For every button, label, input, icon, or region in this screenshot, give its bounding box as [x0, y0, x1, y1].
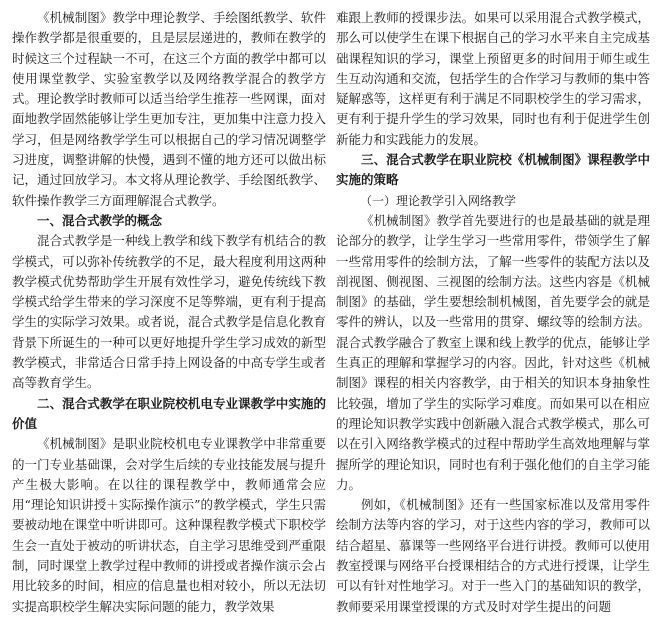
- section-1-paragraph: 混合式教学是一种线上教学和线下教学有机结合的教学模式，可以弥补传统教学的不足，最大程度利用这两种教学模式优势帮助学生开展有效性学习，避免传统线下教学模式给学生带来的学习深度不足等弊端，更有利于提高学生的实际学习效果。或者说，混合式教学是信息化教育背景下所诞生的一种可以更好地提升学生学习成效的新型教学模式，非常适合日常手持上网设备的中高专学生或者高等教育学生。: [12, 233, 326, 391]
- right-column: [336, 8, 650, 617]
- section-heading-2: 二、混合式教学在职业院校机电专业课教学中实施的价值: [12, 395, 326, 431]
- subsection-1-paragraph: 《机械制图》教学首先要进行的也是最基础的就是理论部分的教学，让学生学习一些常用零件，带领学生了解一些常用零件的绘制方法，了解一些零件的装配方法以及剖视图、侧视图、三视图的绘制方法。这些内容是《机械制图》的基础，学生要想绘制机械图，首先要学会的就是零件的辨认，以及一些常用的贯穿、螺纹等的绘制方法。混合式教学融合了教室上课和线上教学的优点，能够让学生真正的理解和掌握学习的内容。因此，针对这些《机械制图》课程的相关内容教学，由于相关的知识本身抽象性比较强，增加了学生的实际学习难度。而如果可以在相应的理论知识教学实践中创新融入混合式教学模式，那么可以在引入网络教学模式的过程中帮助学生高效地理解与掌握所学的理论知识，同时也有利于强化他们的自主学习能力。: [336, 212, 650, 492]
- subsection-heading-1: （一）理论教学引入网络教学: [360, 193, 517, 208]
- section-2-paragraph: 《机械制图》是职业院校机电专业课教学中非常重要的一门专业基础课，会对学生后续的专业技能发展与提升产生极大影响。在以往的课程教学中，教师通常会应用“理论知识讲授＋实际操作演示”的教学模式，学生只需要被动地在课堂中听讲即可。这种课程教学模式下职校学生会一直处于被动的听讲状态，自主学习思维受到严重限制，同时课堂上教学过程中教师的讲授或者操作演示会占用比较多的时间，相应的信息量也相对较小，所以无法切实提高职校学生解决实际问题的能力，教学效果: [12, 436, 326, 614]
- subsection-1-example-paragraph: 例如，《机械制图》还有一些国家标准以及常用零件绘制方法等内容的学习，对于这些内容的学习，教师可以结合超星、慕课等一些网络平台进行讲授。教师可以使用教室授课与网络平台授课相结合的方式进行授课，让学生可以有针对性地学习。对于一些入门的基础知识的教学，教师要采用课堂授课的方式及时对学生提出的问题: [336, 497, 650, 614]
- section-heading-1: 一、混合式教学的概念: [37, 212, 163, 228]
- intro-paragraph: 《机械制图》教学中理论教学、手绘图纸教学、软件操作教学都是很重要的，且是层层递进的，教师在教学的时候这三个过程缺一不可，在这三个方面的教学中都可以使用课堂教学、实验室教学以及网络教学混合的教学方式。理论教学时教师可以适当给学生推荐一些网课，面对面地教学固然能够让学生更加专注，更加集中注意力投入学习，但是网络教学学生可以根据自己的学习情况调整学习进度，调整讲解的快慢，遇到不懂的地方还可以做出标记，通过回放学习。本文将从理论教学、手绘图纸教学、软件操作教学三方面理解混合式教学。: [12, 10, 326, 208]
- section-2-paragraph-continued: 难跟上教师的授课步法。如果可以采用混合式教学模式，那么可以使学生在课下根据自己的学习水平来自主完成基础课程知识的学习，课堂上预留更多的时间用于师生或生生互动沟通和交流，包括学生的合作学习与教师的集中答疑解惑等，这样更有利于满足不同职校学生的学习需求，更有利于提升学生的学习效果，同时也有利于促进学生创新能力和实践能力的发展。: [336, 10, 650, 147]
- left-column: [12, 8, 326, 617]
- section-heading-3: 三、混合式教学在职业院校《机械制图》课程教学中实施的策略: [336, 152, 650, 188]
